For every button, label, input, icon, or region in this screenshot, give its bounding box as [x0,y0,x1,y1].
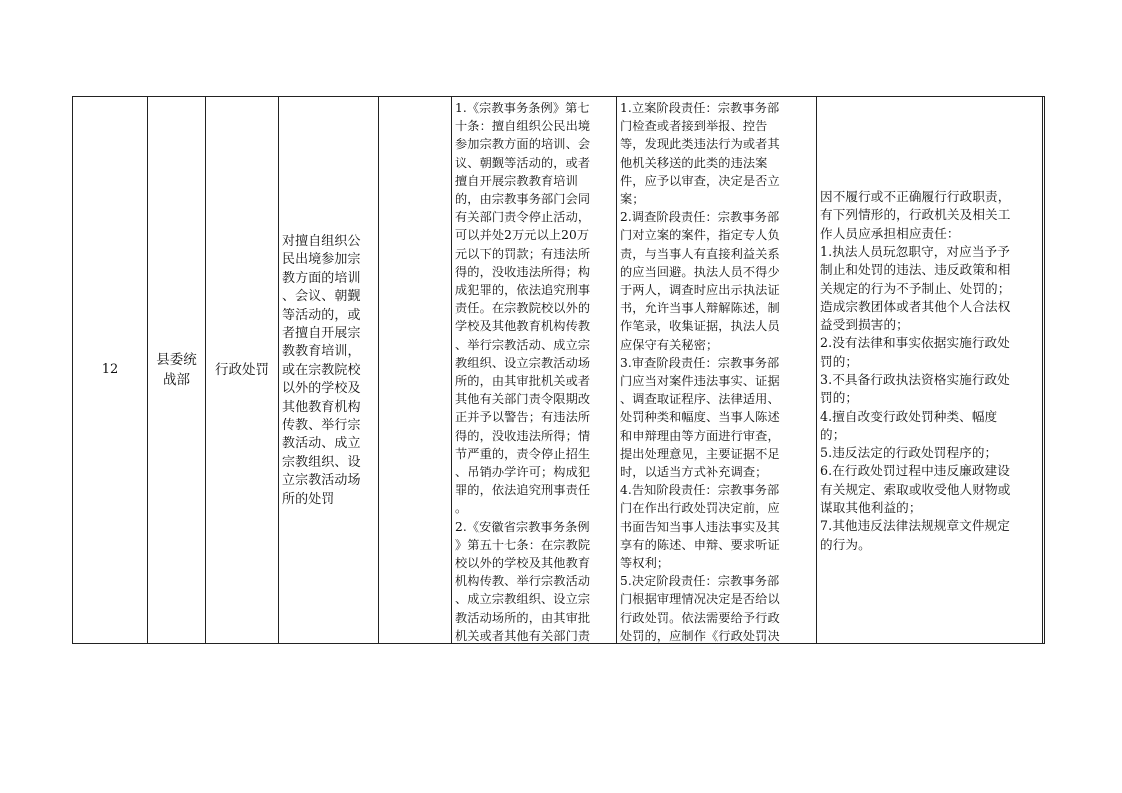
category-label: 行政处罚 [215,362,269,378]
cell-number [73,97,148,643]
row-number: 12 [101,362,119,377]
item-name: 对擅自组织公 民出境参加宗 教方面的培训 、会议、朝觐 等活动的，或 者擅自开展宗 教教育培训， 或在宗教院校 以外的学校及 其他教育机构 传教、举行宗 教活动、成立 宗教组织、设 立宗教活动场 所的处罚 [282,233,361,507]
cell-accountability [817,97,1043,643]
cell-item-name [279,97,379,643]
cell-responsibility [617,97,817,643]
authority-table [72,96,1045,644]
cell-sub-item [379,97,452,643]
cell-category [206,97,279,643]
responsibility-text: 1.立案阶段责任：宗教事务部 门检查或者接到举报、控告 等，发现此类违法行为或者其 他机关移送的此类的违法案 件，应予以审查，决定是否立 案； 2.调查阶段责任：宗教事务部 门对立案的案件，指定专人负 责，与当事人有直接利益关系 的应当回避。执法人员不得少 于两人，调查时应出示执法证 书，允许当事人辩解陈述，制 作笔录，收集证据，执法人员 应保守有关秘密； 3.审查阶段责任：宗教事务部 门应当对案件违法事实、证据 、调查取证程序、法律适用、 处罚种类和幅度、当事人陈述 和申辩理由等方面进行审查， 提出处理意见，主要证据不足 时，以适当方式补充调查； 4.告知阶段责任：宗教事务部 门在作出行政处罚决定前，应 书面告知当事人违法事实及其 享有的陈述、申辩、要求听证 等权利； 5.决定阶段责任：宗教事务部 门根据审理情况决定是否给以 行政处罚。依法需要给予行政 处罚的，应制作《行政处罚决 [620,101,780,643]
department-name: 县委统 战部 [156,352,197,388]
cell-department [148,97,206,643]
cell-legal-basis [452,97,617,643]
accountability-text: 因不履行或不正确履行行政职责， 有下列情形的，行政机关及相关工 作人员应承担相应责任： 1.执法人员玩忽职守，对应当予予 制止和处罚的违法、违反政策和相 关规定的行为不予制止、处罚的； 造成宗教团体或者其他个人合法权 益受到损害的； 2.没有法律和事实依据实施行政处 罚的； 3.不具备行政执法资格实施行政处 罚的； 4.擅自改变行政处罚种类、幅度 的； 5.违反法定的行政处罚程序的； 6.在行政处罚过程中违反廉政建设 有关规定、索取或收受他人财物或 谋取其他利益的； 7.其他违反法律法规规章文件规定 的行为。 [820,189,1011,552]
legal-basis-text: 1.《宗教事务条例》第七 十条：擅自组织公民出境 参加宗教方面的培训、会 议、朝觐等活动的，或者 擅自开展宗教教育培训 的，由宗教事务部门会同 有关部门责令停止活动， 可以并处2万元以上20万 元以下的罚款；有违法所 得的，没收违法所得；构 成犯罪的，依法追究刑事 责任。在宗教院校以外的 学校及其他教育机构传教 、举行宗教活动、成立宗 教组织、设立宗教活动场 所的，由其审批机关或者 其他有关部门责令限期改 正并予以警告；有违法所 得的，没收违法所得；情 节严重的，责令停止招生 、吊销办学许可；构成犯 罪的，依法追究刑事责任 。 2.《安徽省宗教事务条例 》第五十七条：在宗教院 校以外的学校及其他教育 机构传教、举行宗教活动 、成立宗教组织、设立宗 教活动场所的，由其审批 机关或者其他有关部门责 [455,101,591,643]
